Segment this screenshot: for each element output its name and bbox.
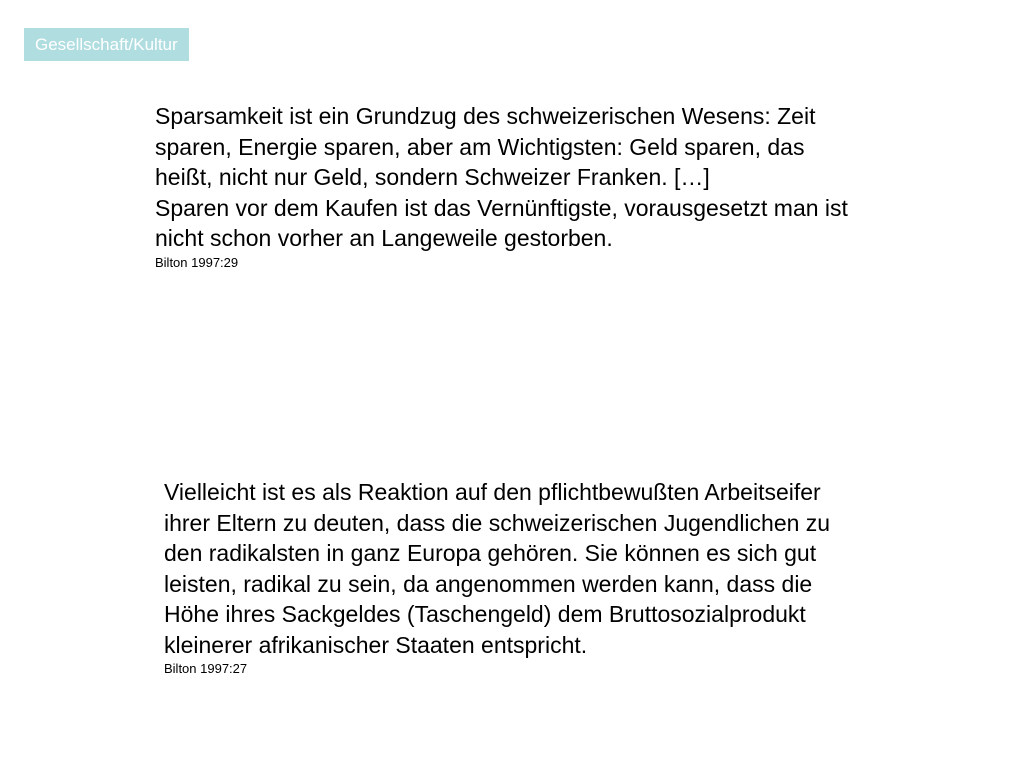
quote-line: Sparen vor dem Kaufen ist das Vernünftigste, vorausgesetzt man ist — [155, 194, 848, 221]
citation: Bilton 1997:27 — [164, 661, 248, 676]
quote-line: Höhe ihres Sackgeldes (Taschengeld) dem Bruttosozialprodukt — [164, 601, 806, 627]
quote-line: Sparsamkeit ist ein Grundzug des schweizerischen Wesens: Zeit — [155, 103, 816, 129]
quote-block — [155, 101, 955, 271]
quote-line: kleinerer afrikanischer Staaten entspricht. — [164, 631, 588, 658]
quote-line: Vielleicht ist es als Reaktion auf den pflichtbewußten Arbeitseifer — [164, 479, 821, 505]
quote-block — [164, 477, 924, 677]
citation: Bilton 1997:29 — [155, 254, 239, 270]
quote-line: ihrer Eltern zu deuten, dass die schweizerischen Jugendlichen zu — [164, 509, 831, 536]
quote-line: heißt, nicht nur Geld, sondern Schweizer Franken. […] — [155, 164, 710, 190]
quote-line: nicht schon vorher an Langeweile gestorben. — [155, 225, 613, 251]
quote-line: sparen, Energie sparen, aber am Wichtigsten: Geld sparen, das — [155, 133, 805, 160]
quote-text — [164, 477, 924, 660]
quote-line: leisten, radikal zu sein, da angenommen werden kann, dass die — [164, 570, 813, 597]
category-tag: Gesellschaft/Kultur — [24, 28, 189, 61]
quote-text — [155, 101, 955, 254]
quote-line: den radikalsten in ganz Europa gehören. Sie können es sich gut — [164, 540, 817, 566]
